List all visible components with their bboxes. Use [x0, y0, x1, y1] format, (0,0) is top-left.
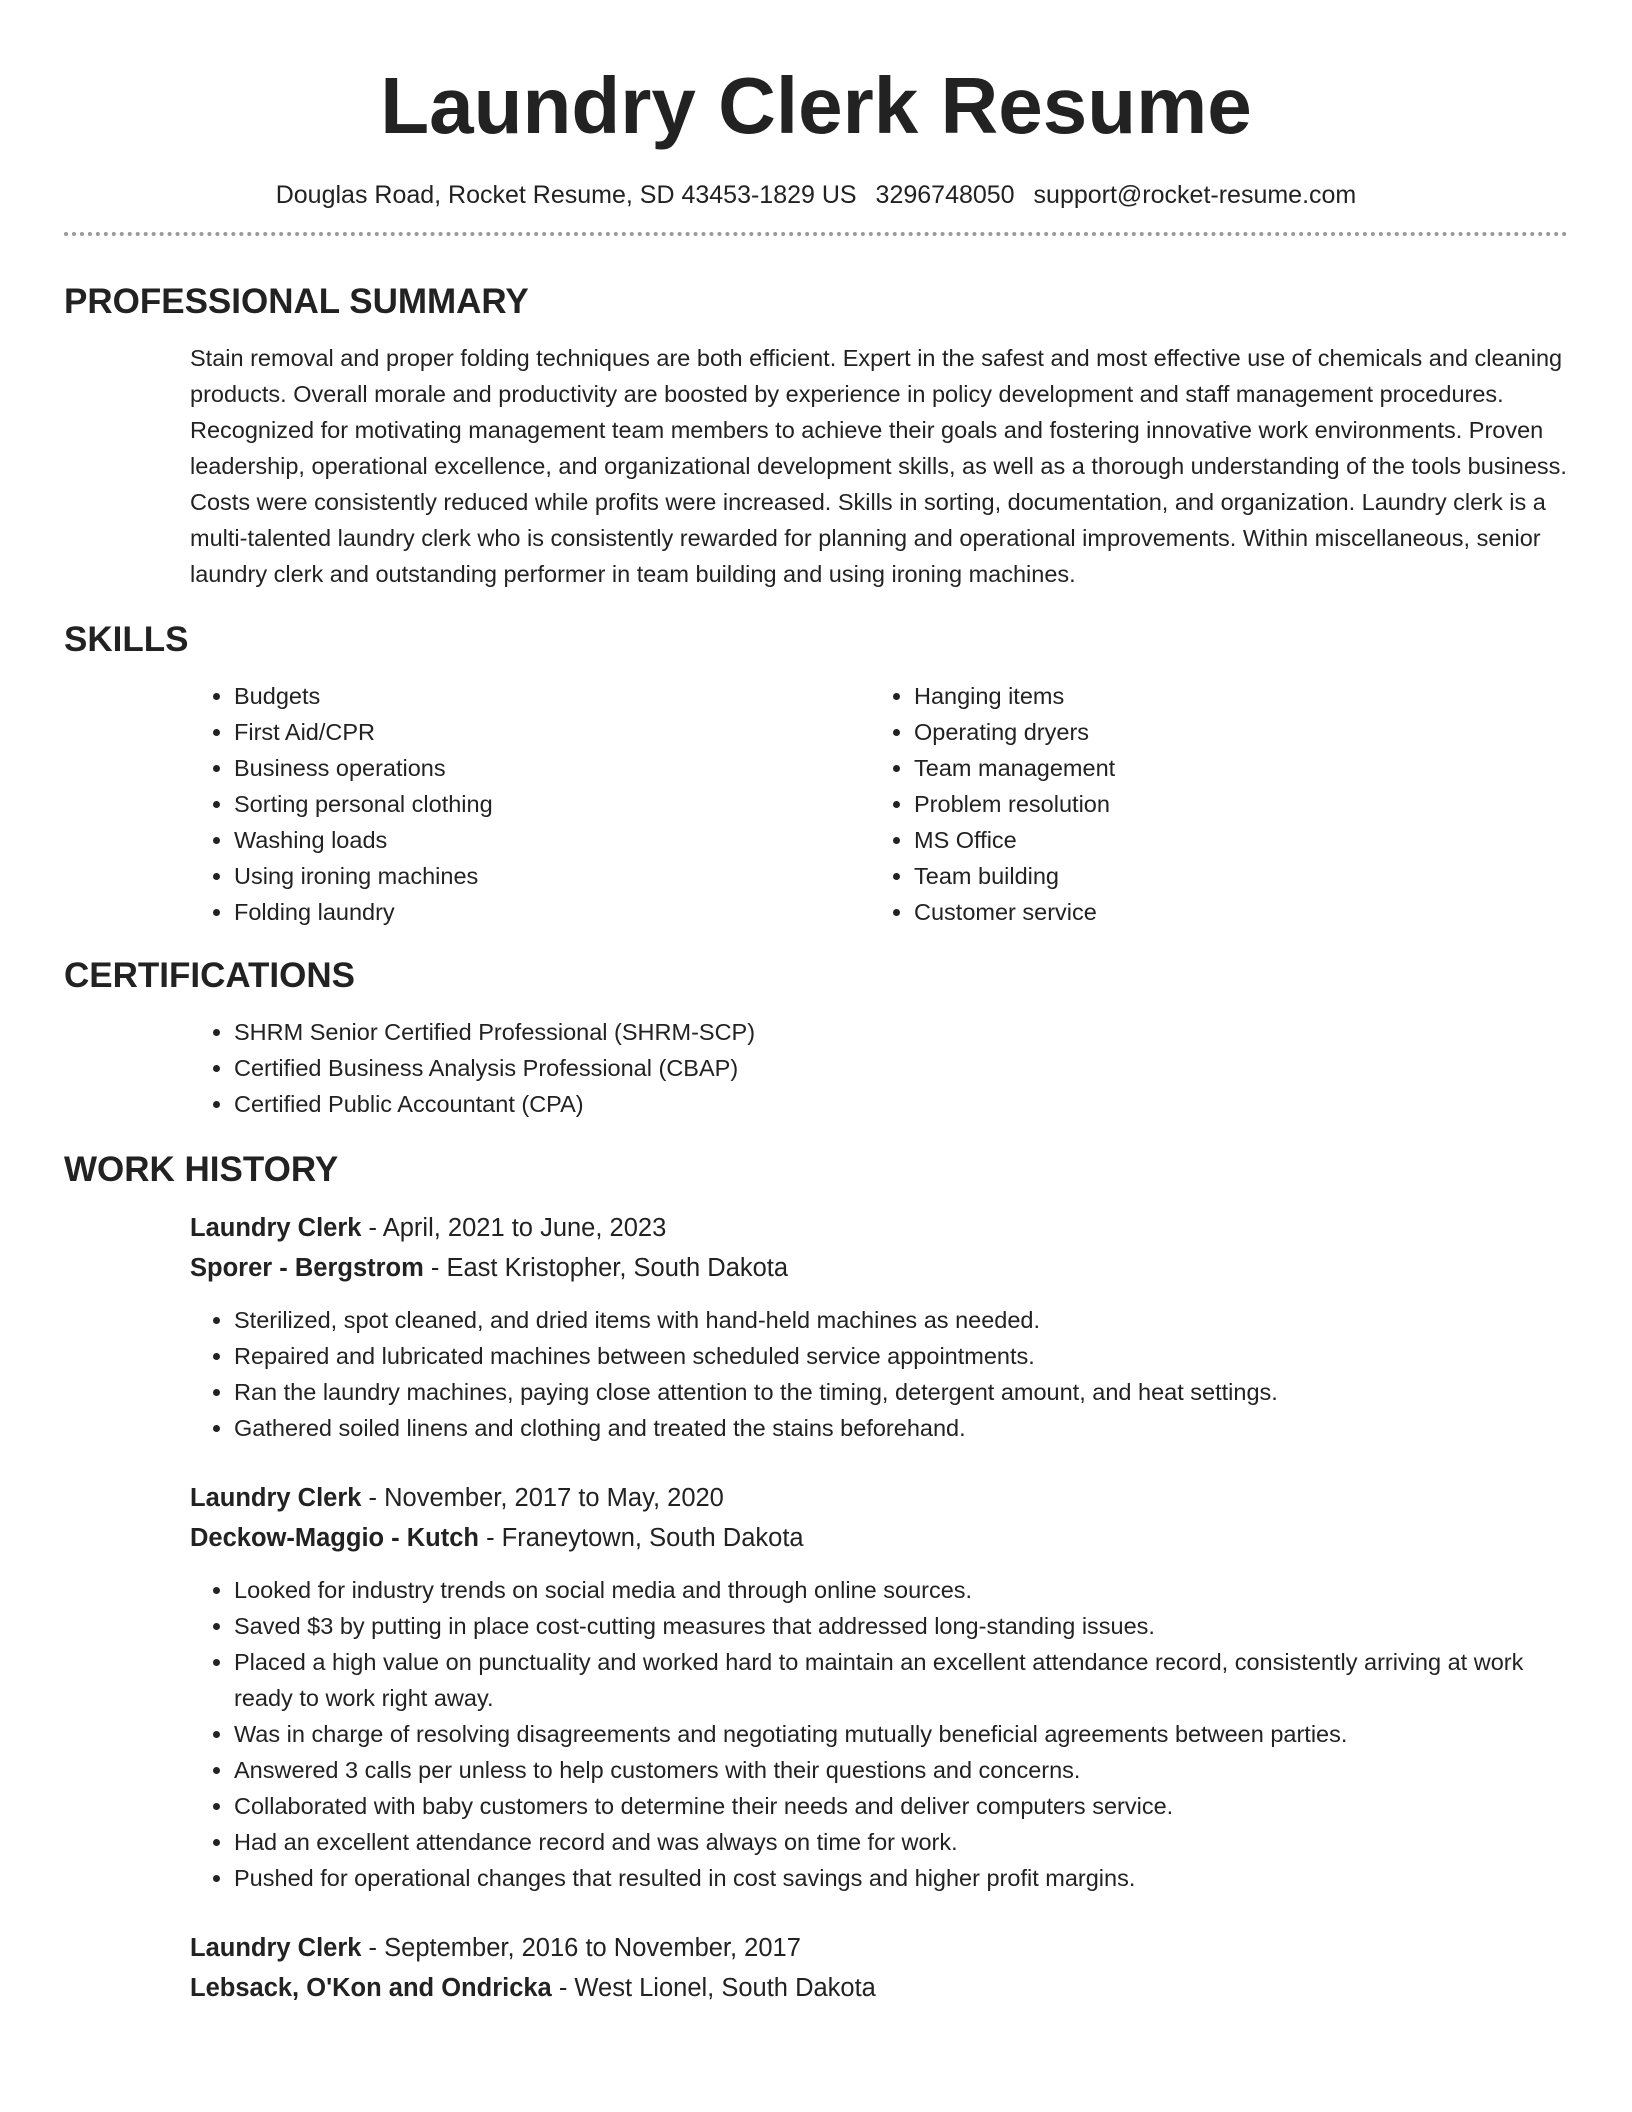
- job-company-line: [190, 1248, 1568, 1288]
- list-item: • Customer service: [914, 894, 1550, 930]
- job-company-line: [190, 1968, 1568, 2008]
- job-company: Deckow-Maggio - Kutch: [190, 1524, 480, 1552]
- list-item: • Using ironing machines: [234, 858, 870, 894]
- list-item: • Placed a high value on punctuality and worked hard to maintain an excellent attendance record, consistently arriving at work ready to work right away.: [234, 1644, 1568, 1716]
- list-item: • Was in charge of resolving disagreements and negotiating mutually beneficial agreements between parties.: [234, 1716, 1568, 1752]
- list-item: • Pushed for operational changes that resulted in cost savings and higher profit margins.: [234, 1860, 1568, 1896]
- job-entry: [190, 1928, 1568, 2008]
- list-item: • Answered 3 calls per unless to help customers with their questions and concerns.: [234, 1752, 1568, 1788]
- list-item: • Washing loads: [234, 822, 870, 858]
- list-item: • Sterilized, spot cleaned, and dried items with hand-held machines as needed.: [234, 1302, 1568, 1338]
- contact-phone: 3296748050: [875, 181, 1015, 209]
- list-item: • SHRM Senior Certified Professional (SHRM-SCP): [234, 1014, 1568, 1050]
- list-item: • MS Office: [914, 822, 1550, 858]
- job-title: Laundry Clerk: [190, 1934, 362, 1962]
- list-item: • Ran the laundry machines, paying close attention to the timing, detergent amount, and heat settings.: [234, 1374, 1568, 1410]
- summary-section: [190, 340, 1568, 592]
- list-item: • Problem resolution: [914, 786, 1550, 822]
- contact-address: Douglas Road, Rocket Resume, SD 43453-1829 US: [275, 181, 857, 209]
- list-item: • Had an excellent attendance record and was always on time for work.: [234, 1824, 1568, 1860]
- list-item: • Operating dryers: [914, 714, 1550, 750]
- job-title: Laundry Clerk: [190, 1484, 362, 1512]
- job-title-line: [190, 1928, 1568, 1968]
- list-item: • Sorting personal clothing: [234, 786, 870, 822]
- list-item: • Gathered soiled linens and clothing and treated the stains beforehand.: [234, 1410, 1568, 1446]
- job-location: - East Kristopher, South Dakota: [423, 1254, 789, 1282]
- summary-text: Stain removal and proper folding techniques are both efficient. Expert in the safest and most effective use of chemicals and cleaning products. Overall morale and productivity are boosted by experience in policy development and staff management procedures. Recognized for motivating management team members to achieve their goals and fostering innovative work environments. Proven leadership, operational excellence, and organizational development skills, as well as a thorough understanding of the tools business. Costs were consistently reduced while profits were increased. Skills in sorting, documentation, and organization. Laundry clerk is a multi-talented laundry clerk who is consistently rewarded for planning and operational improvements. Within miscellaneous, senior laundry clerk and outstanding performer in team building and using ironing machines.: [190, 345, 1567, 587]
- summary-heading: PROFESSIONAL SUMMARY: [64, 282, 529, 321]
- job-company: Lebsack, O'Kon and Ondricka: [190, 1974, 552, 2002]
- job-dates: - November, 2017 to May, 2020: [361, 1484, 724, 1512]
- list-item: • Certified Public Accountant (CPA): [234, 1086, 1568, 1122]
- skills-column-right: [870, 678, 1550, 930]
- job-company-line: [190, 1518, 1568, 1558]
- list-item: • Folding laundry: [234, 894, 870, 930]
- skills-heading: SKILLS: [64, 620, 189, 659]
- contact-line: [64, 178, 1568, 212]
- resume-title: Laundry Clerk Resume: [380, 61, 1252, 150]
- job-location: - West Lionel, South Dakota: [551, 1974, 876, 2002]
- job-entry: [190, 1478, 1568, 1896]
- certifications-list: [190, 1014, 1568, 1122]
- list-item: • Hanging items: [914, 678, 1550, 714]
- skills-list-right: [870, 678, 1550, 930]
- job-duties-list: [190, 1302, 1568, 1446]
- contact-email: support@rocket-resume.com: [1033, 181, 1357, 209]
- skills-column-left: [190, 678, 870, 930]
- list-item: • Budgets: [234, 678, 870, 714]
- job-duties-list: [190, 1572, 1568, 1896]
- skills-list-left: [190, 678, 870, 930]
- list-item: • Repaired and lubricated machines between scheduled service appointments.: [234, 1338, 1568, 1374]
- header-divider: [64, 232, 1568, 236]
- list-item: • Team management: [914, 750, 1550, 786]
- list-item: • Looked for industry trends on social media and through online sources.: [234, 1572, 1568, 1608]
- certifications-section: [190, 1014, 1568, 1122]
- list-item: • First Aid/CPR: [234, 714, 870, 750]
- list-item: • Team building: [914, 858, 1550, 894]
- work-history-heading: WORK HISTORY: [64, 1150, 339, 1189]
- job-dates: - April, 2021 to June, 2023: [361, 1214, 667, 1242]
- certifications-heading: CERTIFICATIONS: [64, 956, 356, 995]
- list-item: • Collaborated with baby customers to determine their needs and deliver computers service.: [234, 1788, 1568, 1824]
- job-entry: [190, 1208, 1568, 1446]
- list-item: • Business operations: [234, 750, 870, 786]
- job-dates: - September, 2016 to November, 2017: [361, 1934, 801, 1962]
- list-item: • Saved $3 by putting in place cost-cutting measures that addressed long-standing issues.: [234, 1608, 1568, 1644]
- skills-section: [190, 678, 1568, 930]
- job-title: Laundry Clerk: [190, 1214, 362, 1242]
- job-location: - Franeytown, South Dakota: [479, 1524, 804, 1552]
- list-item: • Certified Business Analysis Professional (CBAP): [234, 1050, 1568, 1086]
- job-title-line: [190, 1478, 1568, 1518]
- job-title-line: [190, 1208, 1568, 1248]
- job-company: Sporer - Bergstrom: [190, 1254, 424, 1282]
